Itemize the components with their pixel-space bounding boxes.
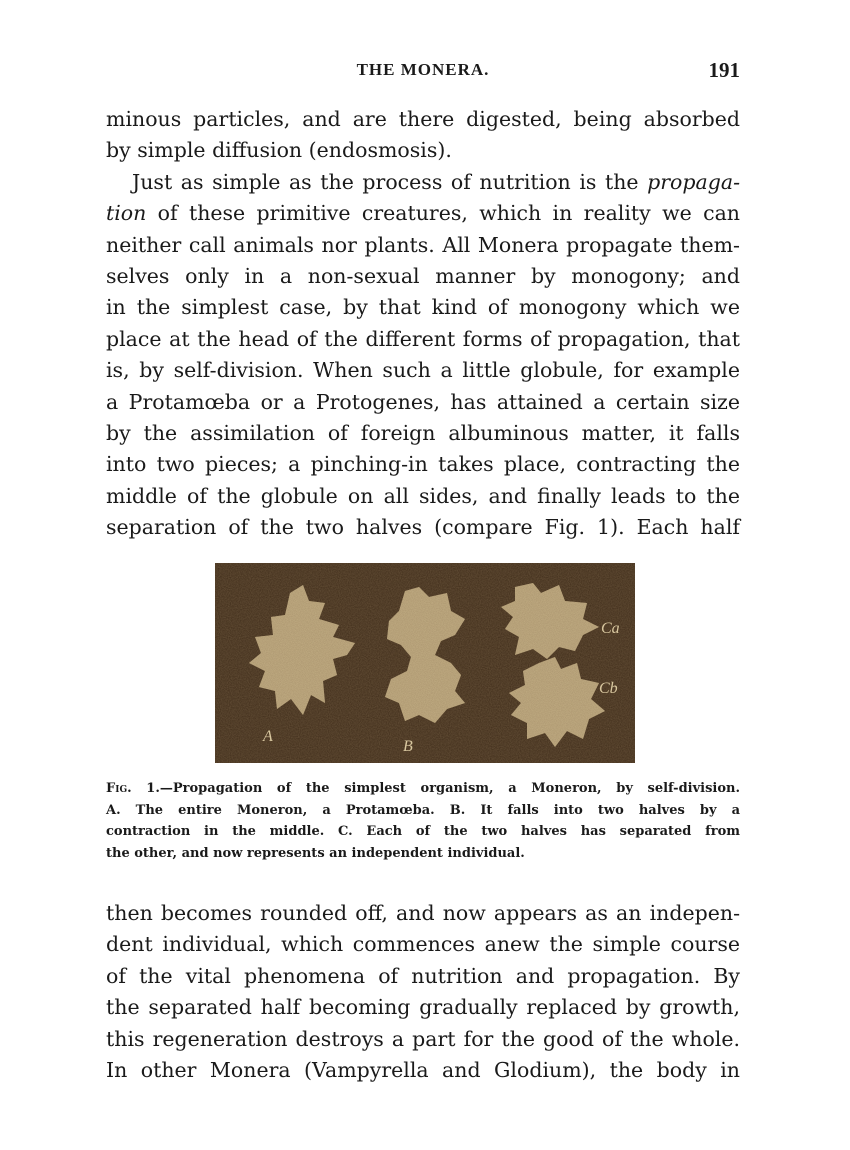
figure-label: Fig. 1. <box>106 781 160 796</box>
text-line: into two pieces; a pinching-in takes place, contracting the <box>106 452 740 477</box>
figure-1-moneron-illustration <box>215 563 635 763</box>
text-fragment: Just as simple as the process of nutrition is the <box>132 169 648 194</box>
caption-line: contraction in the middle. C. Each of the two halves has separated from <box>106 824 740 839</box>
text-line: In other Monera (Vampyrella and Glodium), the body in <box>106 1057 740 1082</box>
text-line: by the assimilation of foreign albuminous matter, it falls <box>106 420 740 445</box>
label-cb: Cb <box>599 680 618 697</box>
text-line: then becomes rounded off, and now appears as an indepen- <box>106 901 740 925</box>
text-line <box>106 198 740 229</box>
label-b: B <box>403 738 413 755</box>
body-text-bottom <box>106 898 740 1086</box>
running-head-title: THE MONERA. <box>356 60 490 79</box>
caption-line: A. The entire Moneron, a Protamœba. B. It falls into two halves by a <box>106 802 740 818</box>
label-a: A <box>263 728 273 745</box>
italic-word: propaga- <box>647 169 740 194</box>
text-line: in the simplest case, by that kind of monogony which we <box>106 295 740 320</box>
text-line <box>106 167 740 198</box>
figure-caption <box>106 778 740 864</box>
text-line: dent individual, which commences anew the simple course <box>106 932 740 957</box>
text-line: middle of the globule on all sides, and finally leads to the <box>106 483 740 508</box>
label-ca: Ca <box>601 620 620 637</box>
text-line: a Protamœba or a Protogenes, has attained a certain size <box>106 389 740 414</box>
text-line: selves only in a non-sexual manner by monogony; and <box>106 263 740 288</box>
text-line: this regeneration destroys a part for the good of the whole. <box>106 1026 740 1051</box>
page-number: 191 <box>708 58 740 82</box>
caption-line: the other, and now represents an independent individual. <box>106 845 525 861</box>
text-line: of the vital phenomena of nutrition and propagation. By <box>106 963 740 988</box>
text-line: by simple diffusion (endosmosis). <box>106 138 452 163</box>
text-fragment: of these primitive creatures, which in reality we can <box>146 201 740 226</box>
running-head <box>106 60 740 88</box>
figure-1-svg <box>215 563 635 763</box>
caption-line <box>106 778 740 800</box>
text-line: place at the head of the different forms of propagation, that <box>106 326 740 351</box>
text-line: minous particles, and are there digested, being absorbed <box>106 107 740 131</box>
text-line: the separated half becoming gradually replaced by growth, <box>106 995 740 1020</box>
italic-word: tion <box>106 201 147 226</box>
text-line: separation of the two halves (compare Fig. 1). Each half <box>106 515 740 540</box>
text-line: neither call animals nor plants. All Monera propagate them- <box>106 232 740 257</box>
text-line: is, by self-division. When such a little globule, for example <box>106 358 740 383</box>
caption-text: —Propagation of the simplest organism, a Moneron, by self-division. <box>159 781 741 796</box>
body-text-top <box>106 104 740 543</box>
